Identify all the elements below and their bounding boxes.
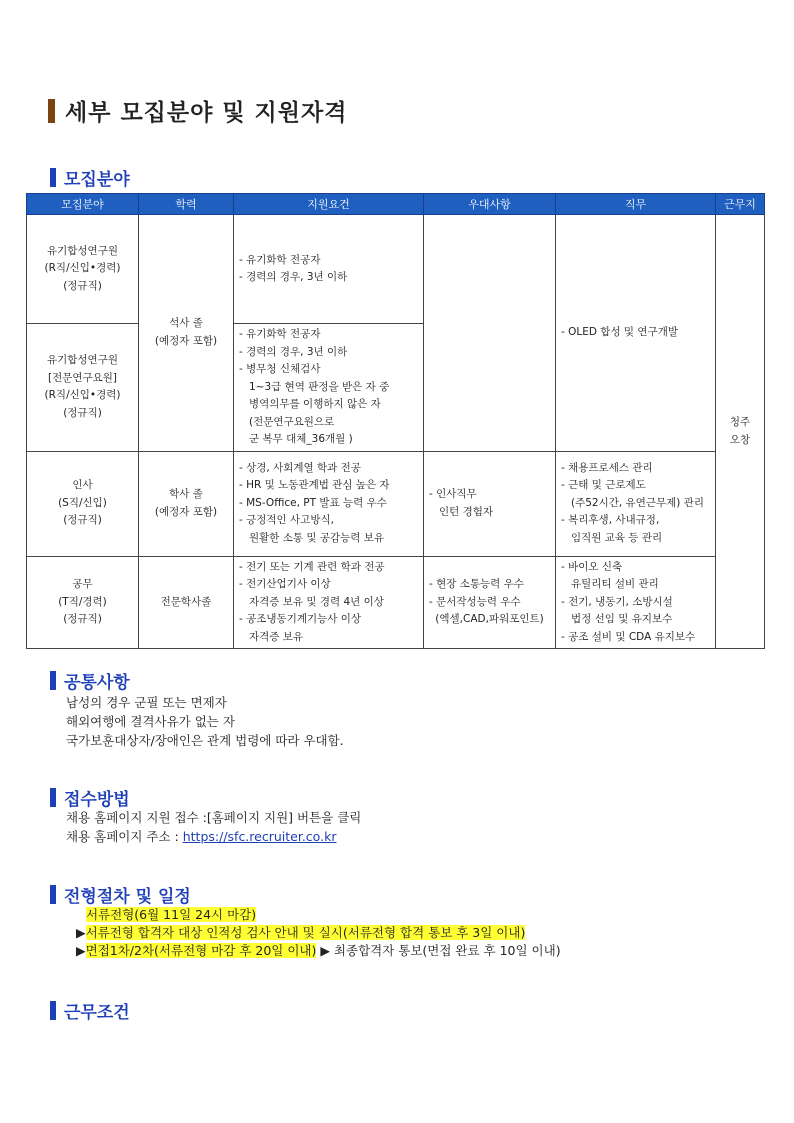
- section-marker: [50, 788, 56, 807]
- section-heading-text: 근무조건: [64, 1003, 130, 1023]
- cell-line: - 현장 소통능력 우수: [429, 578, 524, 590]
- education-cell: [139, 451, 234, 556]
- cell-line: 인턴 경험자: [439, 505, 494, 518]
- cell-line: 군 복무 대체_36개월 ): [249, 433, 353, 445]
- cell-line: (예정자 포함): [154, 334, 218, 347]
- cell-line: - 경력의 경우, 3년 이하: [239, 271, 348, 283]
- cell-line: - 경력의 경우, 3년 이하: [239, 345, 348, 358]
- cell-line: (정규직): [63, 406, 102, 419]
- section-heading-text: 모집분야: [64, 170, 130, 190]
- section-heading-apply: [50, 785, 130, 810]
- cell-line: 학사 졸: [169, 488, 203, 500]
- preferred-cell: [424, 556, 556, 649]
- cell-line: (정규직): [63, 279, 102, 292]
- cell-line: 공무: [72, 578, 93, 590]
- field-cell: [27, 324, 139, 452]
- process-step: 서류전형 합격자 대상 인적성 검사 안내 및 실시(서류전형 합격 통보 후 3일 이내): [85, 925, 526, 940]
- cell-line: 오창: [729, 433, 751, 446]
- cell-line: (엑셀,CAD,파워포인트): [435, 613, 544, 625]
- cell-line: - 공조냉동기계기능사 이상: [239, 613, 362, 625]
- arrow-icon: ▶: [76, 925, 86, 940]
- cell-line: - 근태 및 근로제도: [561, 479, 646, 492]
- education-cell: [139, 215, 234, 452]
- section-heading-text: 전형절차 및 일정: [64, 887, 191, 907]
- cell-line: (전문연구요원으로: [249, 415, 335, 428]
- cell-line: 인사: [72, 479, 93, 492]
- section-heading-common: [50, 668, 130, 693]
- duty-cell: [556, 215, 716, 452]
- section-marker: [50, 168, 56, 187]
- section-heading-conditions: [50, 998, 130, 1023]
- apply-line: [66, 827, 361, 846]
- education-cell: [139, 556, 234, 649]
- cell-line: - 전기, 냉동기, 소방시설: [561, 595, 673, 608]
- arrow-icon: ▶: [76, 943, 86, 958]
- cell-line: - HR 및 노동관계법 관심 높은 자: [239, 479, 390, 492]
- cell-line: (R직/신입•경력): [44, 389, 121, 402]
- cell-line: (R직/신입•경력): [44, 262, 121, 275]
- requirements-cell: [234, 556, 424, 649]
- cell-line: [전문연구요원]: [47, 371, 118, 384]
- cell-line: - 공조 설비 및 CDA 유지보수: [561, 630, 696, 643]
- header-cell: 우대사항: [424, 194, 556, 215]
- process-step: 면접1차/2차(서류전형 마감 후 20일 이내): [85, 943, 317, 958]
- common-requirements: [66, 693, 344, 750]
- page-title: [48, 94, 347, 127]
- apply-line: 채용 홈페이지 지원 접수 :[홈페이지 지원] 버튼을 클릭: [66, 810, 362, 825]
- cell-line: - 유기화학 전공자: [239, 253, 321, 266]
- header-cell: 학력: [139, 194, 234, 215]
- process-schedule: [76, 906, 561, 960]
- cell-line: 자격증 보유 및 경력 4년 이상: [249, 595, 384, 608]
- cell-line: - 상경, 사회계열 학과 전공: [239, 461, 361, 474]
- section-marker: [50, 1001, 56, 1020]
- requirements-cell: [234, 324, 424, 452]
- common-line: 해외여행에 결격사유가 없는 자: [66, 714, 235, 729]
- cell-line: - 바이오 신축: [561, 560, 623, 573]
- apply-url-label: 채용 홈페이지 주소 :: [66, 829, 183, 844]
- page-title-text: 세부 모집분야 및 지원자격: [65, 100, 348, 126]
- section-heading-field: [50, 165, 130, 190]
- cell-line: - 긍정적인 사고방식,: [239, 514, 334, 527]
- cell-line: (정규직): [63, 613, 102, 625]
- header-cell: 모집분야: [27, 194, 139, 215]
- preferred-cell: [424, 451, 556, 556]
- header-cell: 근무지: [716, 194, 765, 215]
- cell-line: - 병무청 신체검사: [239, 363, 321, 375]
- common-line: 남성의 경우 군필 또는 면제자: [66, 695, 227, 710]
- cell-line: - 복리후생, 사내규정,: [561, 514, 660, 527]
- process-line: [76, 924, 561, 942]
- cell-line: 유기합성연구원: [46, 354, 118, 367]
- title-bar-marker: [48, 99, 55, 123]
- cell-line: - 유기화학 전공자: [239, 328, 321, 340]
- table-row: [27, 451, 765, 556]
- table-row: [27, 556, 765, 649]
- cell-line: - 전기 또는 기계 관련 학과 전공: [239, 560, 385, 573]
- cell-line: (S직/신입): [58, 496, 107, 509]
- cell-line: 법정 선임 및 유지보수: [571, 613, 673, 625]
- header-cell: 직무: [556, 194, 716, 215]
- field-cell: [27, 215, 139, 324]
- cell-line: 임직원 교육 등 관리: [571, 531, 663, 544]
- duty-cell: [556, 451, 716, 556]
- process-step: 서류전형(6월 11일 24시 마감): [86, 907, 257, 922]
- header-cell: 지원요건: [234, 194, 424, 215]
- recruit-site-link[interactable]: https://sfc.recruiter.co.kr: [182, 829, 337, 844]
- cell-line: 병역의무를 이행하지 않은 자: [249, 398, 381, 410]
- location-cell: [716, 215, 765, 649]
- section-heading-process: [50, 882, 191, 907]
- cell-line: 자격증 보유: [249, 630, 304, 643]
- cell-line: (주52시간, 유연근무제) 관리: [571, 496, 704, 509]
- field-cell: [27, 556, 139, 649]
- cell-line: 전문학사졸: [160, 595, 212, 608]
- field-cell: [27, 451, 139, 556]
- preferred-cell: [424, 215, 556, 452]
- common-line: 국가보훈대상자/장애인은 관계 법령에 따라 우대함.: [66, 733, 344, 748]
- cell-line: 유기합성연구원: [46, 244, 118, 257]
- cell-line: 원활한 소통 및 공감능력 보유: [249, 531, 385, 544]
- apply-method: [66, 808, 361, 846]
- cell-line: 유틸리티 설비 관리: [571, 578, 659, 590]
- table-row: [27, 215, 765, 324]
- cell-line: (정규직): [63, 514, 102, 527]
- process-step: ▶ 최종합격자 통보(면접 완료 후 10일 이내): [316, 943, 561, 958]
- cell-line: (예정자 포함): [154, 505, 218, 518]
- cell-line: - 문서작성능력 우수: [429, 595, 521, 608]
- cell-line: - 인사직무: [429, 488, 477, 500]
- table-header-row: [27, 194, 765, 215]
- section-heading-text: 공통사항: [64, 673, 130, 693]
- section-marker: [50, 885, 56, 904]
- requirements-cell: [234, 451, 424, 556]
- process-line: [76, 942, 561, 960]
- cell-line: (T직/경력): [58, 595, 107, 608]
- cell-line: 청주: [729, 416, 751, 428]
- requirements-cell: [234, 215, 424, 324]
- cell-line: - OLED 합성 및 연구개발: [561, 326, 678, 338]
- duty-cell: [556, 556, 716, 649]
- cell-line: - 채용프로세스 관리: [561, 461, 653, 474]
- section-marker: [50, 671, 56, 690]
- process-line: [76, 906, 561, 924]
- recruit-table: [26, 193, 765, 649]
- cell-line: - MS-Office, PT 발표 능력 우수: [239, 496, 387, 509]
- cell-line: 석사 졸: [169, 317, 203, 330]
- cell-line: 1~3급 현역 판정을 받은 자 중: [249, 380, 390, 393]
- cell-line: - 전기산업기사 이상: [239, 578, 331, 590]
- section-heading-text: 접수방법: [64, 790, 130, 810]
